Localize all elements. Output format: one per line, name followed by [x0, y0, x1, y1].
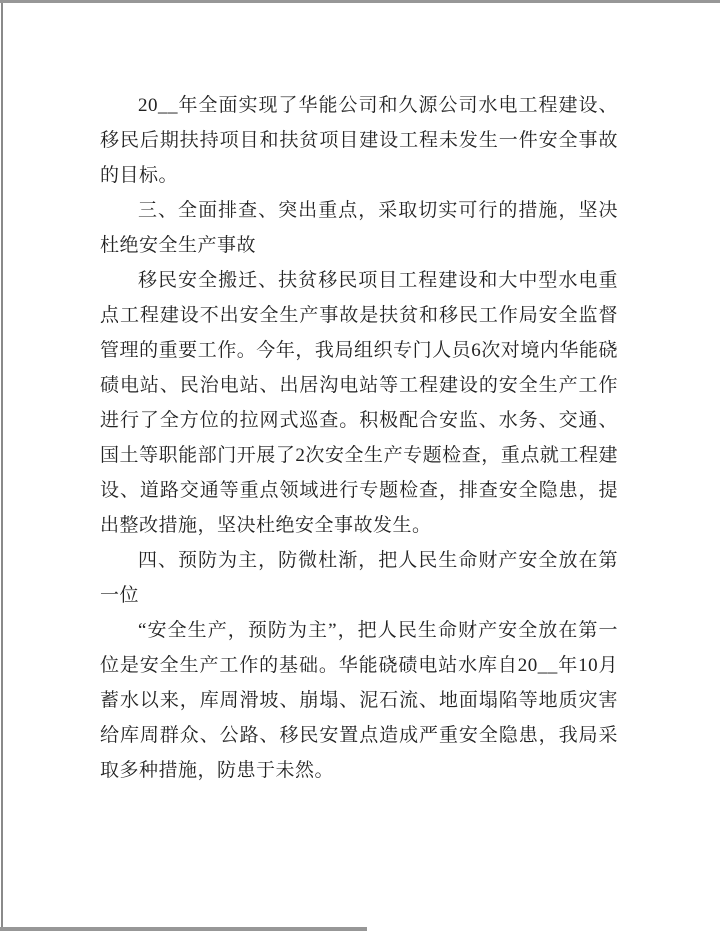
- document-body: [100, 88, 618, 788]
- page-border-left: [1, 3, 3, 928]
- section-heading-three: 三、全面排查、突出重点，采取切实可行的措施，坚决杜绝安全生产事故: [100, 200, 618, 256]
- page-border-bottom: [0, 927, 367, 931]
- paragraph-prevention-first: “安全生产，预防为主”，把人民生命财产安全放在第一位是安全生产工作的基础。华能硗碛电站水库自20__年10月蓄水以来，库周滑坡、崩塌、泥石流、地面塌陷等地质灾害给库周群众、公路、移民安置点造成严重安全隐患，我局采取多种措施，防患于未然。: [100, 620, 618, 781]
- paragraph-inspection-work: 移民安全搬迁、扶贫移民项目工程建设和大中型水电重点工程建设不出安全生产事故是扶贫和移民工作局安全监督管理的重要工作。今年，我局组织专门人员6次对境内华能硗碛电站、民治电站、出居沟电站等工程建设的安全生产工作进行了全方位的拉网式巡查。积极配合安监、水务、交通、国土等职能部门开展了2次安全生产专题检查，重点就工程建设、道路交通等重点领域进行专题检查，排查安全隐患，提出整改措施，坚决杜绝安全事故发生。: [100, 270, 618, 536]
- paragraph-goal-achievement: 20__年全面实现了华能公司和久源公司水电工程建设、移民后期扶持项目和扶贫项目建设工程未发生一件安全事故的目标。: [100, 95, 618, 186]
- section-heading-four: 四、预防为主，防微杜渐，把人民生命财产安全放在第一位: [100, 550, 618, 606]
- page-border-top: [0, 0, 720, 3]
